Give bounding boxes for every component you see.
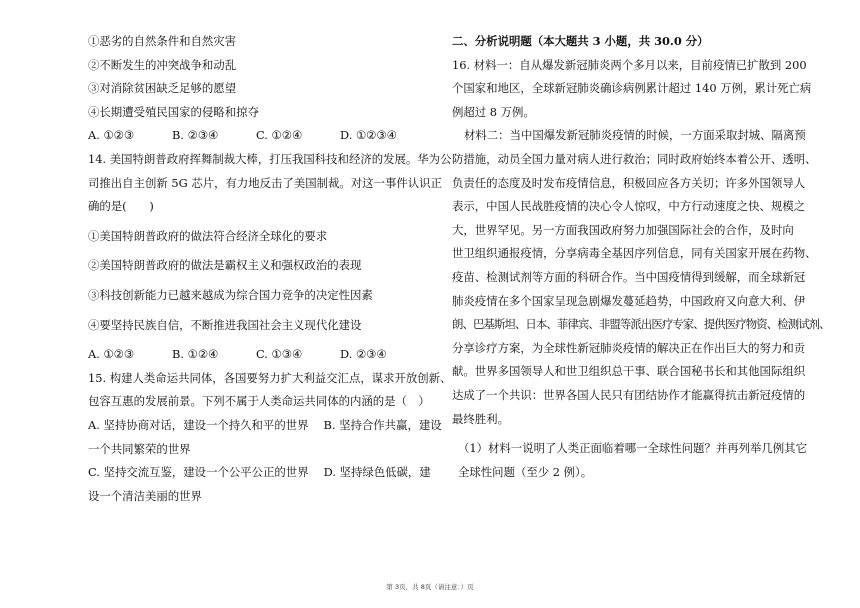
q13-item: ④长期遭受殖民国家的侵略和掠夺 <box>88 104 259 119</box>
q14-item: ②美国特朗普政府的做法是霸权主义和强权政治的表现 <box>88 258 362 273</box>
q13-item: ②不断发生的冲突战争和动乱 <box>88 57 237 72</box>
q16-material2-line: 献。世界多国领导人和世卫组织总干事、联合国秘书长和其他国际组织 <box>452 364 806 379</box>
q14-choice-a: A. ①②③ <box>88 347 135 362</box>
q16-material2-line: 达成了一个共识：世界各国人民只有团结协作才能赢得抗击新冠疫情的 <box>452 387 806 402</box>
q16-material2-line: 分享诊疗方案，为全球性新冠肺炎疫情的解决正在作出巨大的努力和贡 <box>452 340 806 355</box>
q13-item: ①恶劣的自然条件和自然灾害 <box>88 34 237 48</box>
q15-option-line: A. 坚持协商对话，建设一个持久和平的世界 B. 坚持合作共赢，建设 <box>88 417 442 432</box>
q16-material2-line: 朗、巴基斯坦、日本、菲律宾、非盟等派出医疗专家、提供医疗物资、检测试剂、 <box>452 317 830 332</box>
section-title: 二、分析说明题（本大题共 3 小题，共 30.0 分） <box>452 34 709 48</box>
q13-choice-a: A. ①②③ <box>88 128 135 143</box>
q15-stem-line: 15. 构建人类命运共同体，各国要努力扩大利益交汇点，谋求开放创新、 <box>88 370 452 385</box>
q13-item: ③对消除贫困缺乏足够的愿望 <box>88 81 237 96</box>
q16-material2-line: 负责任的态度及时发布疫情信息，积极回应各方关切；许多外国领导人 <box>452 175 806 190</box>
q14-item: ③科技创新能力已越来越成为综合国力竞争的决定性因素 <box>88 287 373 302</box>
q14-choice-c: C. ①③④ <box>256 347 303 362</box>
q16-material2-line: 材料二：当中国爆发新冠肺炎疫情的时候，一方面采取封城、隔离预 <box>464 128 806 143</box>
q16-material1-line: 16. 材料一：自从爆发新冠肺炎两个多月以来，目前疫情已扩散到 200 <box>452 57 807 72</box>
q14-stem-line: 确的是( ) <box>88 199 154 214</box>
q14-item: ④要坚持民族自信，不断推进我国社会主义现代化建设 <box>88 317 362 332</box>
q16-material2-line: 疫苗、检测试剂等方面的科研合作。当中国疫情得到缓解，而全球新冠 <box>452 269 806 284</box>
q13-choice-d: D. ①②③④ <box>340 128 397 143</box>
q16-material2-line: 最终胜利。 <box>452 411 509 426</box>
q15-option-line: 设一个清洁美丽的世界 <box>88 488 202 503</box>
page-footer: 第 3页，共 8页（请注意：）页 <box>386 583 474 591</box>
q13-choice-c: C. ①②④ <box>256 128 303 143</box>
q16-sub1-line: 全球性问题（至少 2 例）。 <box>458 464 593 479</box>
q14-item: ①美国特朗普政府的做法符合经济全球化的要求 <box>88 228 328 243</box>
q16-material1-line: 个国家和地区，全球新冠肺炎确诊病例累计超过 140 万例，累计死亡病 <box>452 81 812 96</box>
q16-material2-line: 防措施，动员全国力量对病人进行救治；同时政府始终本着公开、透明、 <box>452 151 817 166</box>
q14-choice-b: B. ①②④ <box>172 347 219 362</box>
q14-stem-line: 14. 美国特朗普政府挥舞制裁大棒，打压我国科技和经济的发展。华为公 <box>88 151 452 166</box>
q16-material2-line: 大，世界罕见。另一方面我国政府努力加强国际社会的合作，及时向 <box>452 222 794 237</box>
q16-material2-line: 肺炎疫情在多个国家呈现急剧爆发蔓延趋势，中国政府又向意大利、伊 <box>452 293 806 308</box>
q13-choice-b: B. ②③④ <box>172 128 219 143</box>
q16-material2-line: 世卫组织通报疫情，分享病毒全基因序列信息，同有关国家开展在药物、 <box>452 246 817 261</box>
q15-stem-line: 包容互惠的发展前景。下列不属于人类命运共同体的内涵的是（ ） <box>88 394 430 409</box>
left-column <box>88 30 452 508</box>
q16-sub1-line: （1）材料一说明了人类正面临着哪一全球性问题？并再列举几例其它 <box>458 441 807 456</box>
q16-material2-line: 表示，中国人民战胜疫情的决心令人惊叹，中方行动速度之快、规模之 <box>452 199 806 214</box>
q13-choices <box>88 124 433 148</box>
q16-material1-line: 例超过 8 万例。 <box>452 104 535 119</box>
q15-option-line: C. 坚持交流互鉴，建设一个公平公正的世界 D. 坚持绿色低碳，建 <box>88 465 431 480</box>
q14-stem-line: 司推出自主创新 5G 芯片，有力地反击了美国制裁。对这一事件认识正 <box>88 175 442 190</box>
right-column <box>452 30 830 484</box>
q15-option-line: 一个共同繁荣的世界 <box>88 441 191 456</box>
q14-choices <box>88 343 433 367</box>
q14-choice-d: D. ②③④ <box>340 347 387 362</box>
